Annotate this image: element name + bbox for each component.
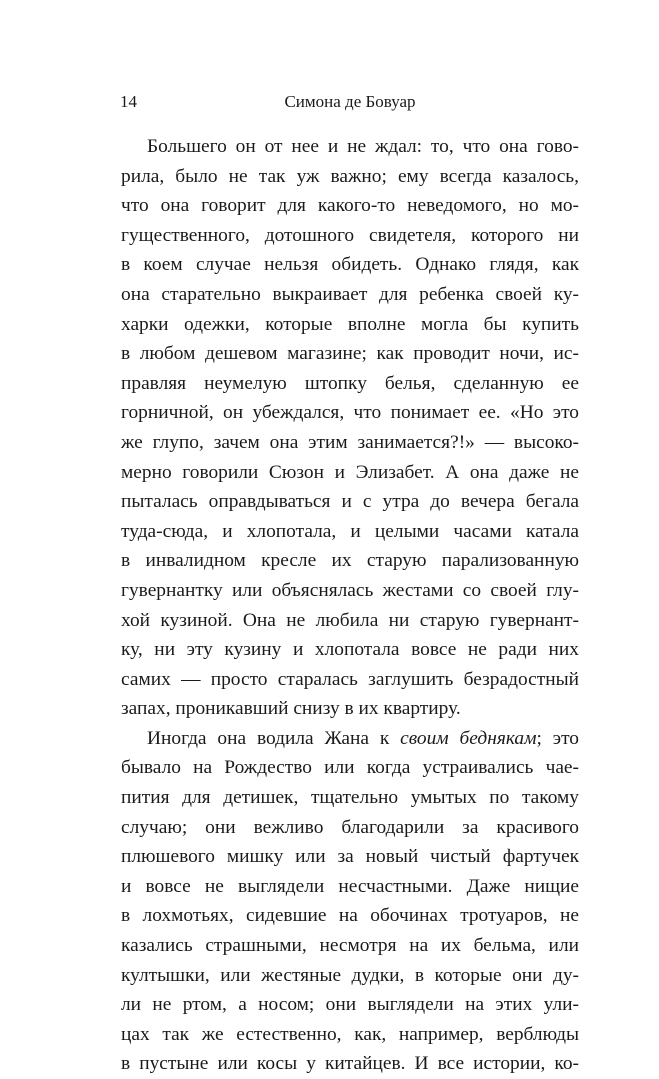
text-line: что она говорит для какого-то неведомого, но мо- xyxy=(121,195,579,217)
text-line: гущественного, дотошного свидетеля, которого ни xyxy=(121,224,579,246)
text-line: в инвалидном кресле их старую парализованную xyxy=(121,550,579,572)
text-line: правляя неумелую штопку белья, сделанную ее xyxy=(121,372,579,394)
text-line: пыталась оправдываться и с утра до вечера бегала xyxy=(121,491,579,513)
text-line: ку, ни эту кузину и хлопотала вовсе не ради них xyxy=(121,639,579,661)
text-line: плюшевого мишку или за новый чистый фартучек xyxy=(121,846,579,868)
text-line: в пустыне или косы у китайцев. И все истории, ко- xyxy=(121,1053,579,1075)
text-line: случаю; они вежливо благодарили за красивого xyxy=(121,816,579,838)
text-line: в коем случае нельзя обидеть. Однако глядя, как xyxy=(121,254,579,276)
text-line: цах так же естественно, как, например, верблюды xyxy=(121,1023,579,1045)
text-line: мерно говорили Сюзон и Элизабет. А она даже не xyxy=(121,461,579,483)
text-line: харки одежки, которые вполне могла бы купить xyxy=(121,313,579,335)
text-run: Иногда она водила Жана к xyxy=(147,727,401,749)
text-line: она старательно выкраивает для ребенка своей ку- xyxy=(121,283,579,305)
text-run: ; это xyxy=(536,727,579,749)
text-line: в лохмотьях, сидевшие на обочинах тротуаров, не xyxy=(121,905,579,927)
text-line: казались страшными, несмотря на их бельма, или xyxy=(121,935,579,957)
text-line: в любом дешевом магазине; как проводит ночи, ис- xyxy=(121,343,579,365)
text-line: ли не ртом, а носом; они выглядели на этих ули- xyxy=(121,994,579,1016)
text-line: рила, было не так уж важно; ему всегда казалось, xyxy=(121,165,579,187)
text-line xyxy=(121,724,579,754)
text-line: же глупо, зачем она этим занимается?!» — высоко- xyxy=(121,431,579,453)
text-line: гувернантку или объяснялась жестами со своей глу- xyxy=(121,579,579,601)
text-line: хой кузиной. Она не любила ни старую гувернант- xyxy=(121,609,579,631)
text-line: и вовсе не выглядели несчастными. Даже нищие xyxy=(121,875,579,897)
text-line: пития для детишек, тщательно умытых по такому xyxy=(121,787,579,809)
page-header xyxy=(120,92,580,116)
text-line: запах, проникавший снизу в их квартиру. xyxy=(121,698,461,720)
page-number: 14 xyxy=(120,92,137,111)
text-line: бывало на Рождество или когда устраивались чае- xyxy=(121,757,579,779)
running-title: Симона де Бовуар xyxy=(284,92,416,111)
text-line: Большего он от нее и не ждал: то, что она гово- xyxy=(147,136,579,157)
body-text xyxy=(121,132,579,1079)
text-line: туда-сюда, и хлопотала, и целыми часами катала xyxy=(121,520,579,542)
text-line: горничной, он убеждался, что понимает ее. «Но это xyxy=(121,402,579,424)
text-line: култышки, или жестяные дудки, в которые они ду- xyxy=(121,964,579,986)
text-line: самих — просто старалась заглушить безрадостный xyxy=(121,668,579,690)
italic-phrase: своим беднякам xyxy=(400,727,537,749)
